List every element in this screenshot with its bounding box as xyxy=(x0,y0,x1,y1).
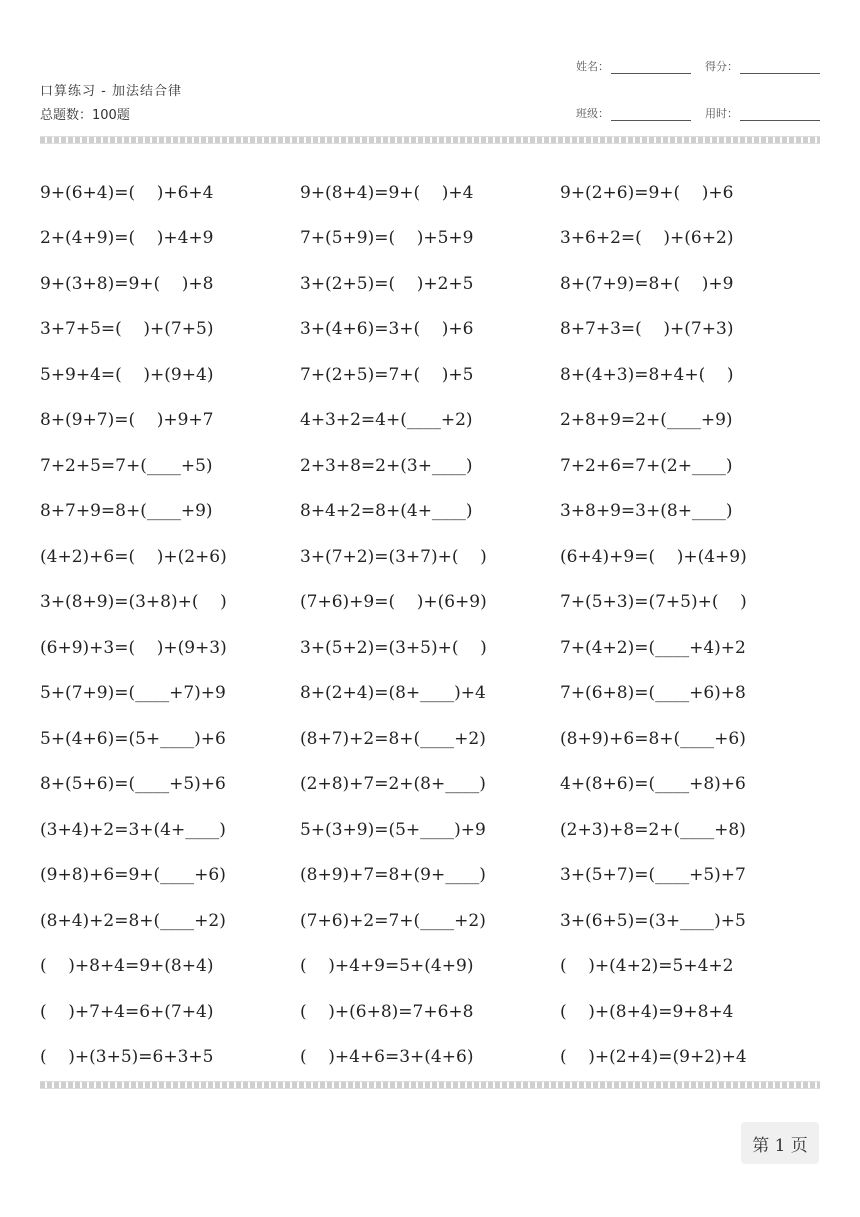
problem-item: ( )+8+4=9+(8+4) xyxy=(40,956,214,977)
problem-item: 5+(4+6)=(5+____)+6 xyxy=(40,728,226,749)
top-decorative-border xyxy=(40,136,820,144)
problem-row xyxy=(40,398,820,444)
class-label: 班级： xyxy=(576,107,609,120)
problem-item: ( )+(8+4)=9+8+4 xyxy=(560,1001,734,1022)
problem-item: 8+(9+7)=( )+9+7 xyxy=(40,410,214,431)
problem-item: 8+7+9=8+(____+9) xyxy=(40,501,213,522)
problem-item: 5+(3+9)=(5+____)+9 xyxy=(300,819,486,840)
problem-item: 5+9+4=( )+(9+4) xyxy=(40,364,214,385)
problem-item: (8+4)+2=8+(____+2) xyxy=(40,910,226,931)
problem-row xyxy=(40,1035,820,1081)
problem-item: 7+(6+8)=(____+6)+8 xyxy=(560,683,746,704)
problem-item: ( )+4+9=5+(4+9) xyxy=(300,956,474,977)
problem-item: (2+3)+8=2+(____+8) xyxy=(560,819,746,840)
problem-item: 4+3+2=4+(____+2) xyxy=(300,410,473,431)
problem-row xyxy=(40,170,820,216)
problem-row xyxy=(40,944,820,990)
problem-row xyxy=(40,898,820,944)
problem-item: (8+9)+6=8+(____+6) xyxy=(560,728,746,749)
problem-item: 3+6+2=( )+(6+2) xyxy=(560,228,734,249)
problem-item: (8+7)+2=8+(____+2) xyxy=(300,728,486,749)
problem-item: 8+(2+4)=(8+____)+4 xyxy=(300,683,486,704)
problem-item: 9+(3+8)=9+( )+8 xyxy=(40,273,214,294)
problem-grid xyxy=(40,170,820,1080)
score-input-line[interactable] xyxy=(740,72,820,74)
class-input-line[interactable] xyxy=(611,119,691,121)
problem-item: 3+(7+2)=(3+7)+( ) xyxy=(300,546,487,567)
problem-item: 8+7+3=( )+(7+3) xyxy=(560,319,734,340)
problem-item: (3+4)+2=3+(4+____) xyxy=(40,819,226,840)
problem-item: 7+(5+3)=(7+5)+( ) xyxy=(560,592,747,613)
total-count: 总题数：100题 xyxy=(40,108,130,123)
problem-item: 2+8+9=2+(____+9) xyxy=(560,410,733,431)
worksheet-title: 口算练习 - 加法结合律 xyxy=(40,84,182,99)
problem-item: 7+2+5=7+(____+5) xyxy=(40,455,213,476)
problem-row xyxy=(40,534,820,580)
problem-item: 3+(8+9)=(3+8)+( ) xyxy=(40,592,227,613)
problem-item: 2+(4+9)=( )+4+9 xyxy=(40,228,214,249)
problem-item: 8+(4+3)=8+4+( ) xyxy=(560,364,734,385)
problem-item: (7+6)+9=( )+(6+9) xyxy=(300,592,487,613)
problem-item: ( )+(3+5)=6+3+5 xyxy=(40,1047,214,1068)
problem-item: 9+(2+6)=9+( )+6 xyxy=(560,182,734,203)
problem-row xyxy=(40,807,820,853)
problem-item: 3+(6+5)=(3+____)+5 xyxy=(560,910,746,931)
problem-item: 7+(2+5)=7+( )+5 xyxy=(300,364,474,385)
bottom-decorative-border xyxy=(40,1081,820,1089)
problem-item: 9+(6+4)=( )+6+4 xyxy=(40,182,214,203)
time-label: 用时： xyxy=(705,107,738,120)
problem-row xyxy=(40,489,820,535)
problem-item: (6+4)+9=( )+(4+9) xyxy=(560,546,747,567)
problem-row xyxy=(40,307,820,353)
problem-item: 3+7+5=( )+(7+5) xyxy=(40,319,214,340)
problem-item: (8+9)+7=8+(9+____) xyxy=(300,865,486,886)
problem-item: 8+(7+9)=8+( )+9 xyxy=(560,273,734,294)
problem-item: 8+(5+6)=(____+5)+6 xyxy=(40,774,226,795)
problem-row xyxy=(40,625,820,671)
problem-item: ( )+(4+2)=5+4+2 xyxy=(560,956,734,977)
time-input-line[interactable] xyxy=(740,119,820,121)
problem-row xyxy=(40,443,820,489)
problem-item: (2+8)+7=2+(8+____) xyxy=(300,774,486,795)
page-number: 第 1 页 xyxy=(741,1122,819,1164)
problem-item: 5+(7+9)=(____+7)+9 xyxy=(40,683,226,704)
problem-row xyxy=(40,216,820,262)
name-field[interactable] xyxy=(576,58,691,74)
problem-item: 7+(4+2)=(____+4)+2 xyxy=(560,637,746,658)
problem-row xyxy=(40,580,820,626)
problem-item: ( )+4+6=3+(4+6) xyxy=(300,1047,474,1068)
problem-item: (6+9)+3=( )+(9+3) xyxy=(40,637,227,658)
problem-item: 4+(8+6)=(____+8)+6 xyxy=(560,774,746,795)
problem-item: (7+6)+2=7+(____+2) xyxy=(300,910,486,931)
problem-row xyxy=(40,352,820,398)
name-input-line[interactable] xyxy=(611,72,691,74)
problem-item: ( )+7+4=6+(7+4) xyxy=(40,1001,214,1022)
problem-row xyxy=(40,853,820,899)
problem-item: (9+8)+6=9+(____+6) xyxy=(40,865,226,886)
problem-item: 2+3+8=2+(3+____) xyxy=(300,455,473,476)
problem-item: 3+(2+5)=( )+2+5 xyxy=(300,273,474,294)
time-field[interactable] xyxy=(705,105,820,121)
problem-item: 3+(4+6)=3+( )+6 xyxy=(300,319,474,340)
problem-row xyxy=(40,762,820,808)
score-label: 得分： xyxy=(705,60,738,73)
problem-item: 3+8+9=3+(8+____) xyxy=(560,501,733,522)
problem-item: 9+(8+4)=9+( )+4 xyxy=(300,182,474,203)
problem-item: ( )+(2+4)=(9+2)+4 xyxy=(560,1047,747,1068)
problem-item: 7+(5+9)=( )+5+9 xyxy=(300,228,474,249)
class-field[interactable] xyxy=(576,105,691,121)
problem-row xyxy=(40,716,820,762)
score-field[interactable] xyxy=(705,58,820,74)
problem-item: (4+2)+6=( )+(2+6) xyxy=(40,546,227,567)
problem-item: 7+2+6=7+(2+____) xyxy=(560,455,733,476)
problem-row xyxy=(40,671,820,717)
problem-item: 3+(5+7)=(____+5)+7 xyxy=(560,865,746,886)
name-label: 姓名： xyxy=(576,60,609,73)
problem-row xyxy=(40,989,820,1035)
problem-row xyxy=(40,261,820,307)
problem-item: 8+4+2=8+(4+____) xyxy=(300,501,473,522)
problem-item: ( )+(6+8)=7+6+8 xyxy=(300,1001,474,1022)
problem-item: 3+(5+2)=(3+5)+( ) xyxy=(300,637,487,658)
